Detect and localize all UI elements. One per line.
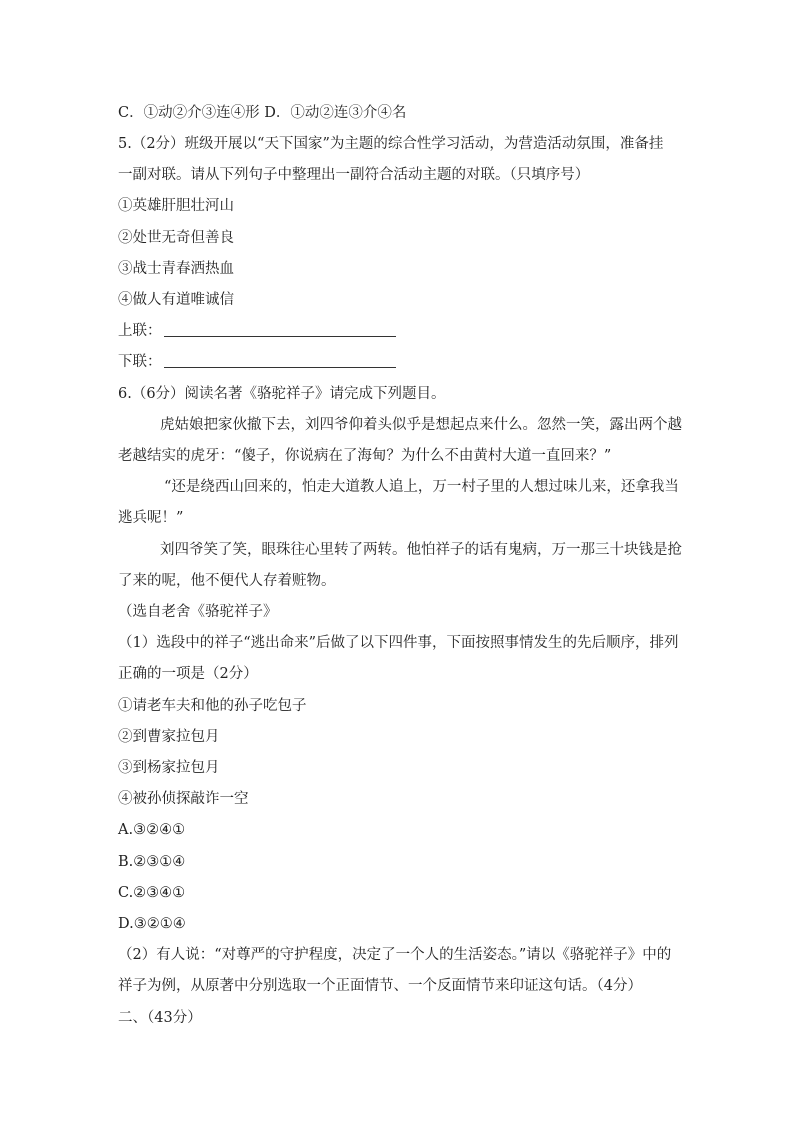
q6-1-event-1: ①请老车夫和他的孙子吃包子 bbox=[118, 698, 307, 714]
q6-stem: 6.（6分）阅读名著《骆驼祥子》请完成下列题目。 bbox=[118, 386, 446, 402]
q6-1-event-3: ③到杨家拉包月 bbox=[118, 760, 220, 776]
passage-source: （选自老舍《骆驼祥子》 bbox=[118, 604, 278, 620]
passage-p2-line2: 逃兵呢！” bbox=[118, 510, 184, 526]
q6-1-option-c: C.②③④① bbox=[118, 885, 186, 901]
q6-1-stem-line1: （1）选段中的祥子“逃出命来”后做了以下四件事，下面按照事情发生的先后顺序，排列 bbox=[118, 635, 679, 651]
q6-1-event-2: ②到曹家拉包月 bbox=[118, 729, 220, 745]
upper-couplet-label: 上联： bbox=[118, 323, 162, 339]
lower-couplet-blank bbox=[164, 353, 396, 368]
q6-1-option-d: D.③②①④ bbox=[118, 916, 186, 932]
passage-p1-line2: 老越结实的虎牙：“傻子，你说病在了海甸？为什么不由黄村大道一直回来？” bbox=[118, 448, 612, 464]
q6-2-stem-line2: 祥子为例，从原著中分别选取一个正面情节、一个反面情节来印证这句话。（4分） bbox=[118, 978, 642, 994]
q5-item-2: ②处世无奇但善良 bbox=[118, 230, 234, 246]
passage-p2-line1: “还是绕西山回来的，怕走大道教人追上，万一村子里的人想过味儿来，还拿我当 bbox=[164, 479, 679, 495]
lower-couplet-field bbox=[118, 352, 396, 372]
q5-stem-line2: 一副对联。请从下列句子中整理出一副符合活动主题的对联。（只填序号） bbox=[118, 167, 590, 183]
lower-couplet-label: 下联： bbox=[118, 354, 162, 370]
passage-p1-line1: 虎姑娘把家伙撤下去，刘四爷仰着头似乎是想起点来什么。忽然一笑，露出两个越 bbox=[160, 417, 682, 433]
q5-stem-line1: 5.（2分）班级开展以“天下国家”为主题的综合性学习活动，为营造活动氛围，准备挂 bbox=[118, 136, 664, 152]
q6-1-option-a: A.③②④① bbox=[118, 822, 186, 838]
section-two-heading: 二、（43分） bbox=[118, 1010, 202, 1026]
q4-options-cd: C．①动②介③连④形 D．①动②连③介④名 bbox=[118, 105, 407, 121]
q5-item-3: ③战士青春洒热血 bbox=[118, 261, 234, 277]
upper-couplet-field bbox=[118, 321, 396, 341]
passage-p3-line2: 了来的呢，他不便代人存着赃物。 bbox=[118, 573, 336, 589]
q5-item-1: ①英雄肝胆壮河山 bbox=[118, 198, 234, 214]
q6-1-option-b: B.②③①④ bbox=[118, 854, 186, 870]
q5-item-4: ④做人有道唯诚信 bbox=[118, 292, 234, 308]
q6-1-event-4: ④被孙侦探敲诈一空 bbox=[118, 791, 249, 807]
q6-1-stem-line2: 正确的一项是（2分） bbox=[118, 666, 258, 682]
upper-couplet-blank bbox=[164, 322, 396, 337]
q6-2-stem-line1: （2）有人说：“对尊严的守护程度，决定了一个人的生活姿态。”请以《骆驼祥子》中的 bbox=[118, 947, 672, 963]
passage-p3-line1: 刘四爷笑了笑，眼珠往心里转了两转。他怕祥子的话有鬼病，万一那三十块钱是抢 bbox=[160, 542, 682, 558]
